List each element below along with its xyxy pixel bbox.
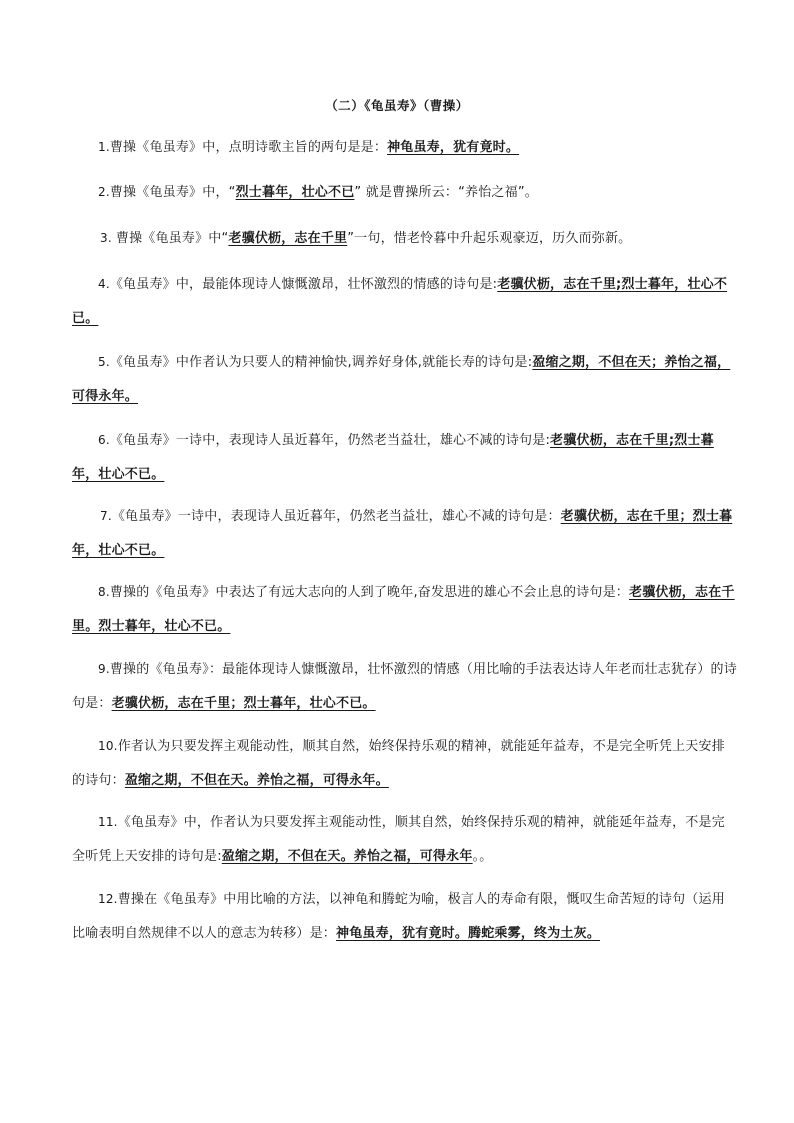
item-number: 11. — [98, 815, 118, 829]
item-trailing: ” 就是曹操所云：“养怡之福”。 — [354, 185, 538, 200]
item-answer: 老骥伏枥，志在千里 — [228, 231, 348, 246]
item-question: 曹操《龟虽寿》中，“ — [109, 185, 236, 200]
item-question: 《龟虽寿》中作者认为只要人的精神愉快,调养好身体,就能长寿的诗句是: — [109, 355, 533, 370]
list-item — [72, 423, 738, 492]
list-item — [98, 175, 738, 210]
item-question: 曹操的《龟虽寿》：最能体现诗人慷慨激昂，壮怀激烈的情感（用比喻的手法表达诗人年老而壮志犹存）的诗句是： — [72, 662, 737, 711]
item-answer: 老骥伏枥，志在千里；烈士暮年，壮心不已。 — [72, 509, 733, 558]
item-number: 10. — [98, 739, 118, 753]
item-answer: 老骥伏枥，志在千里；烈士暮年，壮心不已。 — [111, 696, 376, 711]
item-question: 曹操的《龟虽寿》中表达了有远大志向的人到了晚年,奋发思进的雄心不会止息的诗句是： — [109, 585, 629, 600]
item-question: 曹操在《龟虽寿》中用比喻的方法，以神龟和腾蛇为喻，极言人的寿命有限，慨叹生命苦短的诗句（运用比喻表明自然规律不以人的意志为转移）是： — [72, 892, 725, 941]
item-question: 作者认为只要发挥主观能动性，顺其自然，始终保持乐观的精神，就能延年益寿，不是完全听凭上天安排的诗句： — [72, 739, 725, 788]
item-answer: 盈缩之期，不但在天。养怡之福，可得永年 — [221, 849, 473, 864]
item-trailing: 。。 — [472, 849, 493, 864]
item-number: 2. — [98, 185, 110, 199]
item-number: 4. — [98, 277, 110, 291]
item-question: 曹操《龟虽寿》中“ — [115, 231, 229, 246]
item-answer: 烈士暮年，壮心不已 — [235, 185, 355, 200]
item-answer: 老骥伏枥，志在千里;烈士暮年，壮心不已。 — [72, 433, 714, 482]
item-number: 8. — [98, 585, 110, 599]
list-item — [100, 221, 740, 256]
item-answer: 老骥伏枥，志在千里;烈士暮年，壮心不已。 — [72, 277, 728, 326]
list-item — [72, 345, 738, 414]
item-answer: 盈缩之期，不但在天；养怡之福，可得永年。 — [72, 355, 731, 404]
list-item — [72, 729, 738, 798]
item-question: 《龟虽寿》中，最能体现诗人慷慨激昂，壮怀激烈的情感的诗句是: — [109, 277, 498, 292]
item-answer: 神龟虽寿，犹有竟时。腾蛇乘雾，终为土灰。 — [336, 926, 601, 941]
list-item — [72, 805, 738, 874]
item-number: 5. — [98, 355, 110, 369]
list-item — [98, 130, 738, 165]
item-trailing: ”一句，惜老怜暮中升起乐观豪迈，历久而弥新。 — [347, 231, 632, 246]
item-question: 曹操《龟虽寿》中，点明诗歌主旨的两句是是： — [109, 140, 388, 155]
item-number: 7. — [100, 509, 112, 523]
item-question: 《龟虽寿》中，作者认为只要发挥主观能动性，顺其自然，始终保持乐观的精神，就能延年益寿，不是完全听凭上天安排的诗句是: — [72, 815, 725, 864]
item-answer: 神龟虽寿，犹有竟时。 — [387, 140, 520, 155]
list-item — [72, 499, 738, 568]
list-item — [72, 882, 738, 951]
list-item — [72, 575, 738, 644]
section-title: （二）《龟虽寿》（曹操） — [325, 98, 469, 113]
item-question: 《龟虽寿》一诗中，表现诗人虽近暮年，仍然老当益壮，雄心不减的诗句是: — [109, 433, 551, 448]
item-number: 3. — [100, 231, 116, 245]
item-question: 《龟虽寿》一诗中，表现诗人虽近暮年，仍然老当益壮，雄心不减的诗句是： — [111, 509, 561, 524]
item-answer: 盈缩之期，不但在天。养怡之福，可得永年。 — [124, 773, 389, 788]
list-item — [72, 652, 738, 721]
item-answer: 老骥伏枥，志在千里。烈士暮年，壮心不已。 — [72, 585, 735, 634]
item-number: 1. — [98, 140, 110, 154]
item-number: 6. — [98, 433, 110, 447]
item-number: 12. — [98, 892, 118, 906]
item-number: 9. — [98, 662, 110, 676]
list-item — [72, 267, 738, 336]
